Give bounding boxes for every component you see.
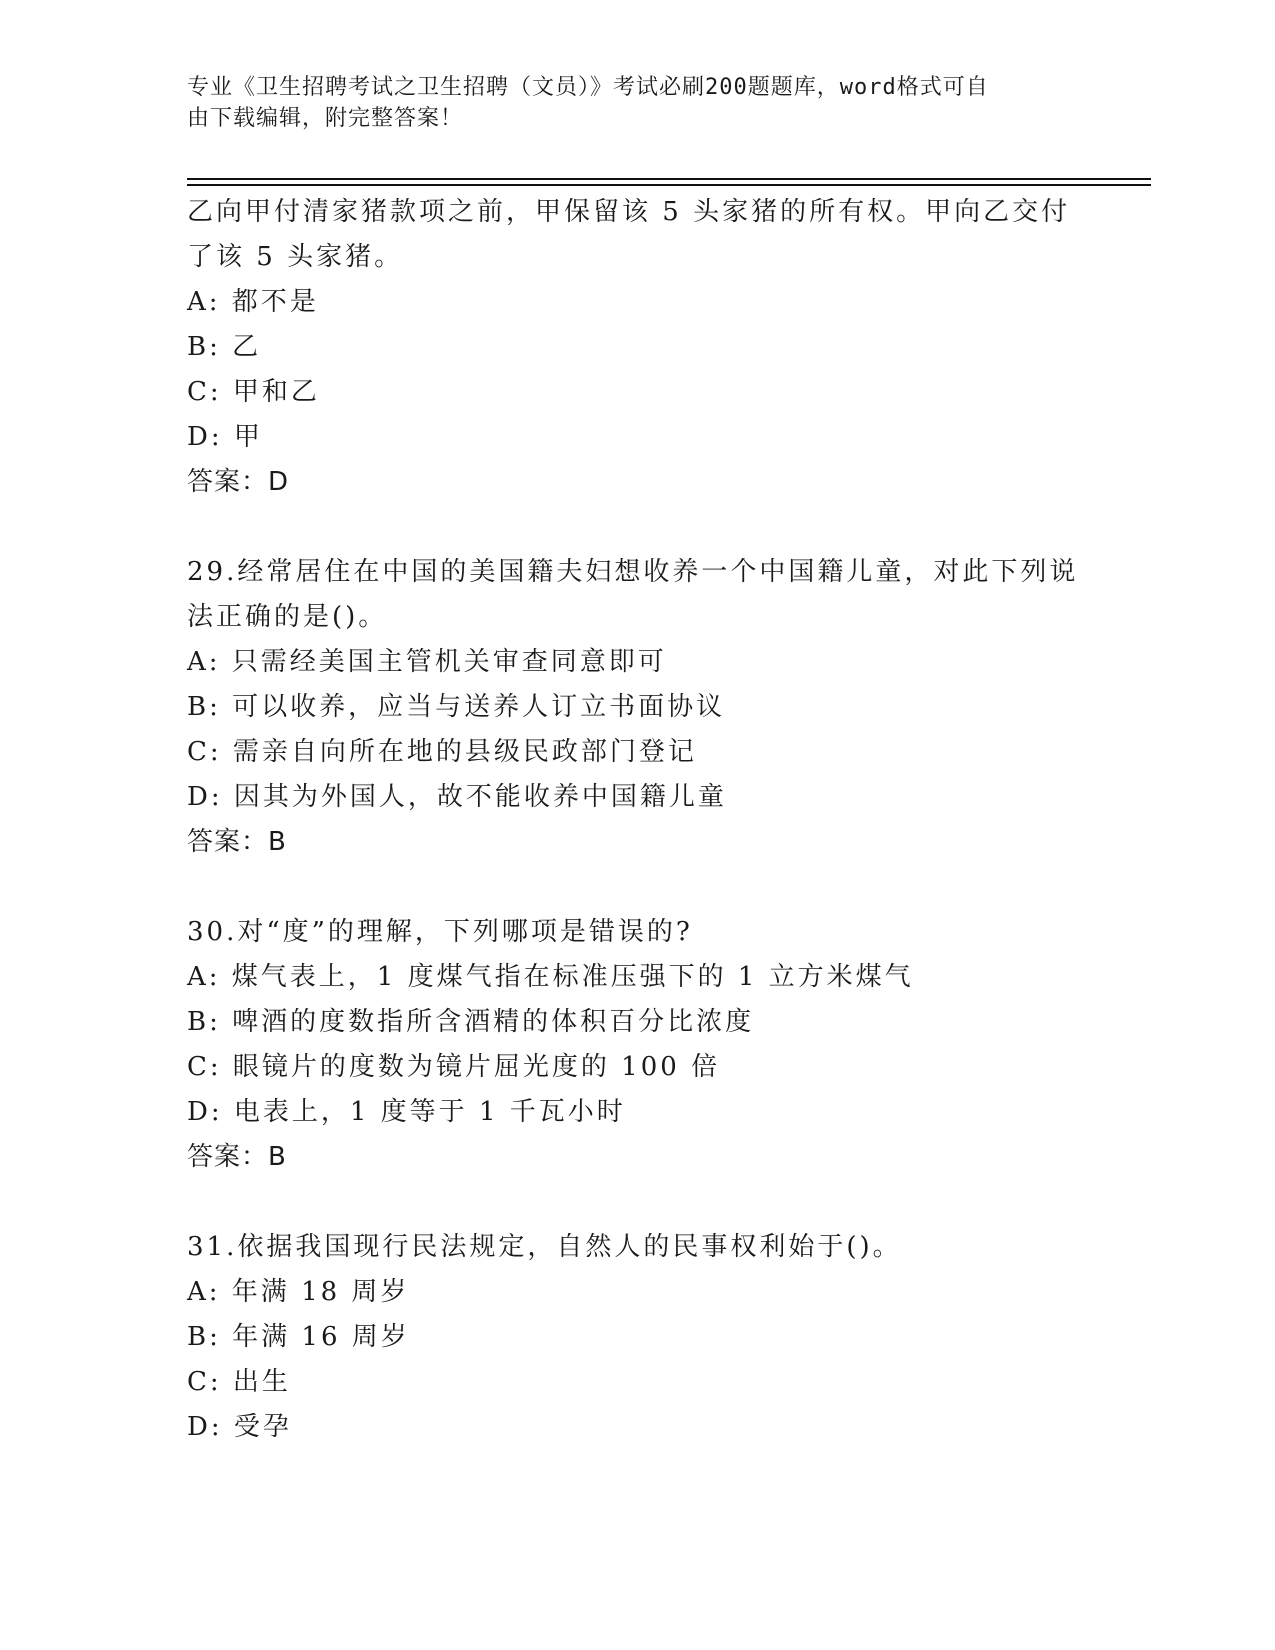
- header-divider-bottom: [187, 184, 1151, 186]
- question-28: [187, 190, 1087, 505]
- option-d: D: 受孕: [187, 1412, 292, 1442]
- question-list: [187, 190, 1087, 1450]
- answer: 答案：B: [187, 1142, 287, 1172]
- question-stem: 法正确的是()。: [187, 602, 388, 632]
- option-a: A: 煤气表上，1 度煤气指在标准压强下的 1 立方米煤气: [187, 962, 914, 992]
- option-a: A: 年满 18 周岁: [187, 1277, 410, 1307]
- option-c: C: 出生: [187, 1367, 291, 1397]
- option-c: C: 甲和乙: [187, 377, 320, 407]
- option-d: D: 因其为外国人，故不能收养中国籍儿童: [187, 782, 727, 812]
- option-c: C: 眼镜片的度数为镜片屈光度的 100 倍: [187, 1052, 721, 1082]
- spacer: [187, 505, 1087, 550]
- option-b: B: 乙: [187, 332, 262, 362]
- document-header: [187, 72, 1067, 134]
- question-stem: 乙向甲付清家猪款项之前，甲保留该 5 头家猪的所有权。甲向乙交付: [187, 197, 1071, 227]
- option-a: A: 只需经美国主管机关审查同意即可: [187, 647, 667, 677]
- spacer: [187, 865, 1087, 910]
- answer: 答案：D: [187, 467, 290, 497]
- question-stem: 31.依据我国现行民法规定，自然人的民事权利始于()。: [187, 1232, 902, 1262]
- question-stem: 29.经常居住在中国的美国籍夫妇想收养一个中国籍儿童，对此下列说: [187, 557, 1079, 587]
- answer: 答案：B: [187, 827, 287, 857]
- question-stem: 了该 5 头家猪。: [187, 242, 404, 272]
- option-b: B: 年满 16 周岁: [187, 1322, 410, 1352]
- question-29: [187, 550, 1087, 865]
- question-30: [187, 910, 1087, 1180]
- option-c: C: 需亲自向所在地的县级民政部门登记: [187, 737, 697, 767]
- header-divider-top: [187, 178, 1151, 180]
- header-line-1: 专业《卫生招聘考试之卫生招聘（文员）》考试必刷200题题库，word格式可自: [187, 75, 989, 100]
- option-b: B: 啤酒的度数指所含酒精的体积百分比浓度: [187, 1007, 755, 1037]
- question-stem: 30.对“度”的理解，下列哪项是错误的?: [187, 917, 693, 947]
- option-d: D: 电表上，1 度等于 1 千瓦小时: [187, 1097, 626, 1127]
- option-b: B: 可以收养，应当与送养人订立书面协议: [187, 692, 726, 722]
- spacer: [187, 1180, 1087, 1225]
- option-d: D: 甲: [187, 422, 263, 452]
- question-31: [187, 1225, 1087, 1450]
- option-a: A: 都不是: [187, 287, 319, 317]
- header-line-2: 由下载编辑，附完整答案！: [187, 106, 464, 131]
